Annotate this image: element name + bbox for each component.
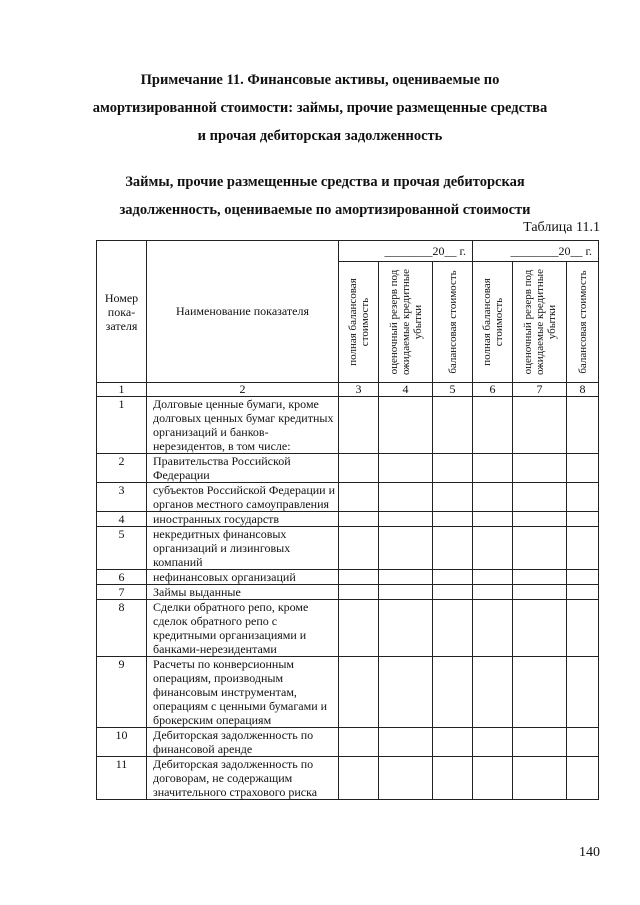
value-cell [339,728,379,757]
table-row [97,570,599,585]
column-number: 7 [513,383,567,397]
value-cell [379,585,433,600]
row-number: 10 [97,728,147,757]
header-subcol-label: оценочный резерв под ожидаемые кредитные убытки [387,268,424,376]
value-cell [473,454,513,483]
value-cell [473,527,513,570]
value-cell [379,757,433,800]
table-row [97,454,599,483]
row-name: Сделки обратного репо, кроме сделок обратного репо с кредитными организациями и банками-нерезидентами [147,600,339,657]
value-cell [339,527,379,570]
row-name: Займы выданные [147,585,339,600]
value-cell [433,570,473,585]
table-row [97,600,599,657]
value-cell [379,600,433,657]
table-number: Таблица 11.1 [523,220,600,235]
value-cell [567,728,599,757]
column-number: 2 [147,383,339,397]
row-number: 6 [97,570,147,585]
value-cell [379,728,433,757]
value-cell [513,728,567,757]
page-number: 140 [579,845,600,860]
value-cell [379,483,433,512]
header-subcol-label: балансовая стоимость [446,270,459,374]
value-cell [339,600,379,657]
value-cell [379,454,433,483]
value-cell [339,454,379,483]
table-row [97,483,599,512]
row-name: нефинансовых организаций [147,570,339,585]
value-cell [473,657,513,728]
value-cell [513,527,567,570]
row-name: субъектов Российской Федерации и органов местного самоуправления [147,483,339,512]
value-cell [567,454,599,483]
row-number: 3 [97,483,147,512]
column-number: 4 [379,383,433,397]
table-title-line: Займы, прочие размещенные средства и прочая дебиторская [125,174,525,190]
value-cell [433,483,473,512]
value-cell [339,397,379,454]
value-cell [473,512,513,527]
value-cell [339,657,379,728]
value-cell [567,570,599,585]
value-cell [379,527,433,570]
header-subcol-label: полная балансовая стоимость [346,278,371,366]
value-cell [379,512,433,527]
value-cell [379,570,433,585]
note-title-line: и прочая дебиторская задолженность [197,128,443,144]
table-row [97,397,599,454]
column-number: 1 [97,383,147,397]
column-numbers-row [97,383,599,397]
value-cell [473,585,513,600]
column-number: 3 [339,383,379,397]
header-subcol-label: полная балансовая стоимость [480,278,505,366]
table-row [97,757,599,800]
value-cell [473,757,513,800]
header-subcol [513,262,567,383]
header-number-column: Номер пока-зателя [97,241,147,383]
table-row [97,728,599,757]
value-cell [339,483,379,512]
value-cell [339,512,379,527]
note-title-line: Примечание 11. Финансовые активы, оцениваемые по [140,72,500,88]
value-cell [513,600,567,657]
value-cell [473,600,513,657]
value-cell [567,527,599,570]
header-subcol [567,262,599,383]
row-name: некредитных финансовых организаций и лизинговых компаний [147,527,339,570]
value-cell [513,483,567,512]
header-subcol [339,262,379,383]
row-number: 7 [97,585,147,600]
header-subcol-label: балансовая стоимость [576,270,589,374]
row-name: Дебиторская задолженность по финансовой аренде [147,728,339,757]
table-row [97,585,599,600]
column-number: 8 [567,383,599,397]
column-number: 5 [433,383,473,397]
value-cell [567,397,599,454]
value-cell [433,527,473,570]
row-name: иностранных государств [147,512,339,527]
value-cell [513,454,567,483]
value-cell [513,585,567,600]
header-subcol [433,262,473,383]
value-cell [473,570,513,585]
row-number: 4 [97,512,147,527]
value-cell [433,728,473,757]
row-number: 1 [97,397,147,454]
value-cell [567,600,599,657]
header-subcol [473,262,513,383]
value-cell [339,757,379,800]
row-number: 9 [97,657,147,728]
value-cell [567,657,599,728]
value-cell [339,570,379,585]
table-title [90,168,560,224]
header-subcol [379,262,433,383]
table-row [97,527,599,570]
value-cell [513,570,567,585]
value-cell [433,657,473,728]
value-cell [473,483,513,512]
value-cell [567,757,599,800]
value-cell [433,397,473,454]
value-cell [513,757,567,800]
header-period-2: ________20__ г. [473,241,599,262]
row-number: 8 [97,600,147,657]
value-cell [433,757,473,800]
value-cell [433,600,473,657]
value-cell [433,454,473,483]
row-number: 11 [97,757,147,800]
value-cell [379,397,433,454]
value-cell [567,512,599,527]
row-name: Расчеты по конверсионным операциям, производным финансовым инструментам, операциям с ценными бумагами и брокерским операциям [147,657,339,728]
table-title-line: задолженность, оцениваемые по амортизированной стоимости [119,202,531,218]
value-cell [473,397,513,454]
table-row [97,657,599,728]
table-row [97,512,599,527]
value-cell [567,483,599,512]
header-name-column: Наименование показателя [147,241,339,383]
value-cell [433,512,473,527]
row-number: 2 [97,454,147,483]
value-cell [567,585,599,600]
data-table [96,240,599,800]
value-cell [513,512,567,527]
header-period-1: ________20__ г. [339,241,473,262]
value-cell [473,728,513,757]
value-cell [339,585,379,600]
note-title-line: амортизированной стоимости: займы, прочие размещенные средства [92,100,548,116]
row-name: Дебиторская задолженность по договорам, не содержащим значительного страхового риска [147,757,339,800]
row-name: Долговые ценные бумаги, кроме долговых ценных бумаг кредитных организаций и банков-нерезидентов, в том числе: [147,397,339,454]
row-name: Правительства Российской Федерации [147,454,339,483]
row-number: 5 [97,527,147,570]
note-title [60,66,580,150]
value-cell [513,397,567,454]
value-cell [433,585,473,600]
column-number: 6 [473,383,513,397]
value-cell [379,657,433,728]
header-subcol-label: оценочный резерв под ожидаемые кредитные убытки [521,268,558,376]
value-cell [513,657,567,728]
